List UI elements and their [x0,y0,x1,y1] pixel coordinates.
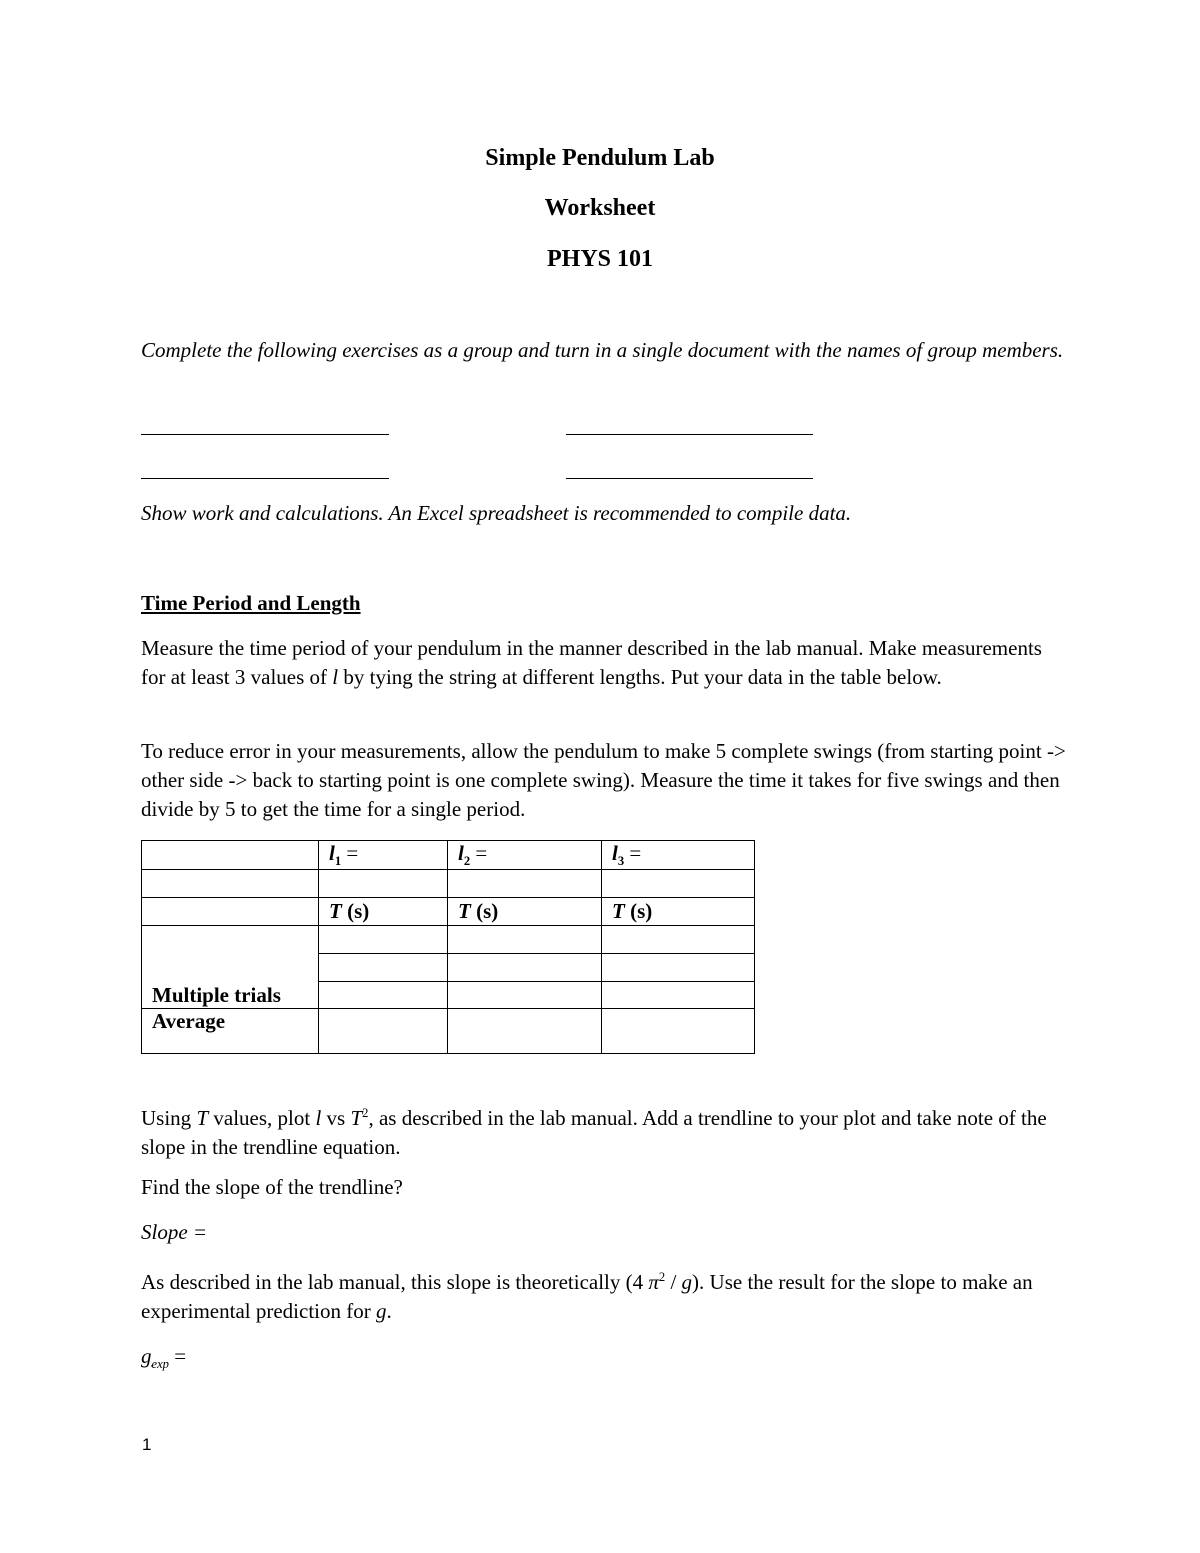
header-period-1: T (s) [319,898,448,926]
row-label-multiple-trials: Multiple trials [142,926,319,1009]
g-exp-answer-label[interactable]: $g_{exp}$ = [141,1344,187,1372]
table-cell[interactable] [142,898,319,926]
document-title: Simple Pendulum Lab [485,145,715,171]
g-prediction-paragraph: As described in the lab manual, this slope is theoretically (4 $\pi^2 / g$). Use the result for the slope to make an experimental prediction for g. [141,1270,1033,1323]
length-variable: l [315,1106,322,1130]
table-cell[interactable] [602,982,755,1009]
group-instructions: Complete the following exercises as a group and turn in a single document with the names of group members. [141,338,1064,362]
name-blank-1[interactable] [141,434,389,435]
table-cell[interactable] [602,870,755,898]
measure-text-b: by tying the string at different lengths. Put your data in the table below. [338,665,942,689]
table-cell[interactable] [602,1009,755,1054]
table-cell[interactable] [319,926,448,954]
header-period-3: T (s) [602,898,755,926]
slope-question: Find the slope of the trendline? [141,1175,403,1199]
table-row-lengths [142,841,755,870]
name-blank-2[interactable] [566,434,813,435]
name-blank-4[interactable] [566,478,813,479]
measure-paragraph [141,634,1066,692]
table-cell[interactable] [602,954,755,982]
error-paragraph: To reduce error in your measurements, allow the pendulum to make 5 complete swings (from starting point -> other side -> back to starting point is one complete swing). Measure the time it takes for five swings and then divide by 5 to get the time for a single period. [141,739,1066,821]
section-heading: Time Period and Length [141,591,361,615]
work-note: Show work and calculations. An Excel spreadsheet is recommended to compile data. [141,501,852,525]
length-variable: l [332,665,339,689]
measure-text-a: Measure the time period of your pendulum in the manner described in the lab manual. Make measurements for at least 3 values of [141,636,1042,689]
table-cell[interactable] [602,926,755,954]
plot-instructions: Using T values, plot l vs $T^2$, as described in the lab manual. Add a trendline to your plot and take note of the slope in the trendline equation. [141,1106,1047,1159]
header-length-1: $l_1$ = [319,841,448,870]
table-row-average [142,1009,755,1054]
table-cell[interactable] [448,1009,602,1054]
table-cell[interactable] [319,982,448,1009]
course-code: PHYS 101 [546,246,653,272]
table-cell[interactable] [448,926,602,954]
table-row-trial [142,926,755,954]
table-cell[interactable] [448,982,602,1009]
header-period-2: T (s) [448,898,602,926]
header-length-3: $l_3$ = [602,841,755,870]
table-cell-blank[interactable] [142,841,319,870]
pi-symbol: π [648,1270,659,1294]
slope-answer-label[interactable]: Slope = [141,1220,208,1244]
table-cell[interactable] [142,870,319,898]
table-cell[interactable] [448,954,602,982]
header-length-2: $l_2$ = [448,841,602,870]
page-number: 1 [142,1435,152,1454]
data-table [141,840,755,1054]
name-blank-3[interactable] [141,478,389,479]
table-row-period-header [142,898,755,926]
row-label-average: Average [142,1009,319,1054]
table-cell[interactable] [319,954,448,982]
table-cell[interactable] [448,870,602,898]
table-row [142,870,755,898]
document-subtitle: Worksheet [544,195,656,221]
table-cell[interactable] [319,1009,448,1054]
table-cell[interactable] [319,870,448,898]
period-variable: T [196,1106,209,1130]
